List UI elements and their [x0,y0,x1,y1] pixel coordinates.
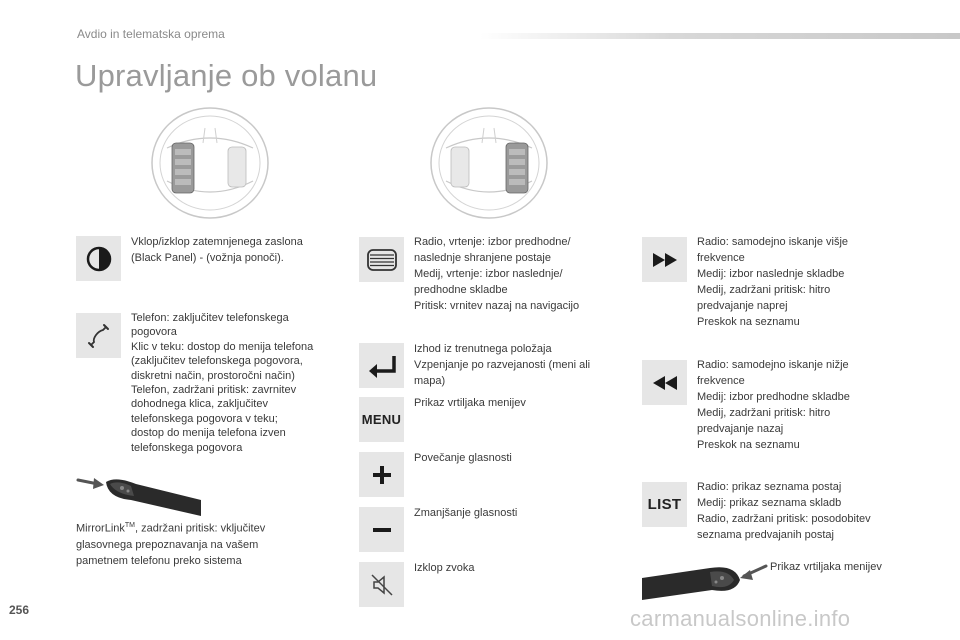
mute-description: Izklop zvoka [414,562,475,574]
next-button [642,237,687,282]
black-panel-button [76,236,121,281]
mute-icon [369,572,395,598]
mirrorlink-description: MirrorLink™, zadržani pritisk: vključitev glasovnega prepoznavanja na vašem pametnem telefonu preko sistema [76,522,266,567]
section-header: Avdio in telematska oprema [77,27,225,41]
steering-wheel-left-diagram [145,103,275,223]
phone-button [76,313,121,358]
scroll-wheel-icon [366,248,398,272]
header-rule [480,33,960,39]
contrast-icon [85,245,113,273]
phone-icon [84,321,114,351]
phone-description: Telefon: zaključitev telefonskega pogovora Klic v teku: dostop do menija telefona (zaključitev telefonskega pogovora, diskretni način, prostoročni način) Telefon, zadržani pritisk: zavrnitev dohodnega klica, zaključitev telefonskega pogovora v teku; dostop do menija telefona izven telefonskega pogovora [131,312,314,454]
list-description: Radio: prikaz seznama postaj Medij: prikaz seznama skladb Radio, zadržani pritisk: posodobitev seznama predvajanih postaj [697,481,871,541]
next-description: Radio: samodejno iskanje višje frekvence Medij: izbor naslednje skladbe Medij, zadržani pritisk: hitro predvajanje naprej Preskok na seznamu [697,236,849,328]
list-button-label: LIST [647,496,682,513]
menu-button [359,397,404,442]
steering-stalk-left-diagram [76,470,206,520]
mute-button [359,562,404,607]
page-number: 256 [9,603,30,617]
list-button [642,482,687,527]
black-panel-description: Vklop/izklop zatemnjenega zaslona (Black Panel) - (vožnja ponoči). [131,236,303,264]
volume-up-description: Povečanje glasnosti [414,452,512,464]
volume-up-button [359,452,404,497]
previous-button [642,360,687,405]
rewind-icon [651,374,679,392]
back-button [359,343,404,388]
stalk-caption: Prikaz vrtiljaka menijev [770,561,882,573]
scroll-wheel-description: Radio, vrtenje: izbor predhodne/ naslednje shranjene postaje Medij, vrtenje: izbor naslednje/ predhodne skladbe Pritisk: vrnitev nazaj na navigacijo [414,236,580,312]
page-title: Upravljanje ob volanu [75,58,378,93]
steering-stalk-right-diagram [640,560,770,606]
previous-description: Radio: samodejno iskanje nižje frekvence Medij: izbor predhodne skladbe Medij, zadržani pritisk: hitro predvajanje nazaj Preskok na seznamu [697,359,850,451]
plus-icon [371,464,393,486]
menu-description: Prikaz vrtiljaka menijev [414,397,526,409]
steering-wheel-right-diagram [424,103,554,223]
volume-down-button [359,507,404,552]
back-description: Izhod iz trenutnega položaja Vzpenjanje po razvejanosti (meni ali mapa) [414,343,591,387]
minus-icon [371,519,393,541]
watermark: carmanualsonline.info [630,606,851,631]
back-arrow-icon [366,353,398,379]
fast-forward-icon [651,251,679,269]
scroll-wheel-button [359,237,404,282]
menu-button-label: MENU [361,412,402,427]
volume-down-description: Zmanjšanje glasnosti [414,507,518,519]
